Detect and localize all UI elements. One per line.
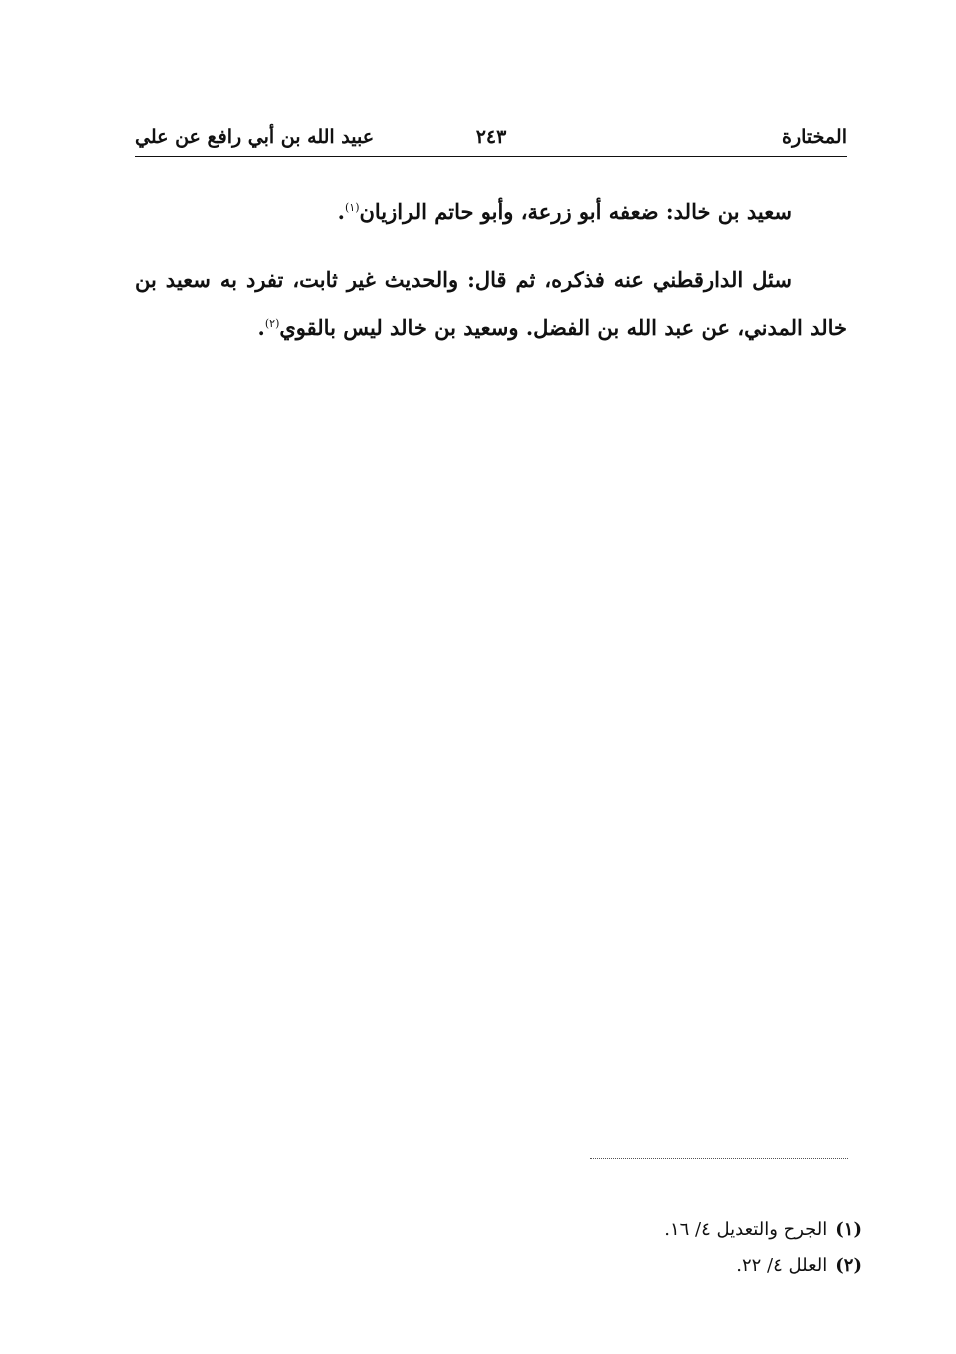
footnote-number: (٢) [835,1255,862,1276]
footnotes [500,1212,862,1284]
paragraph-end: . [257,315,265,340]
footnote-text: العلل ٤/ ٢٢. [736,1255,828,1276]
header-rule [135,156,847,157]
paragraph-text: سعيد بن خالد: ضعفه أبو زرعة، وأبو حاتم الرازيان [359,199,792,224]
footnote [500,1212,862,1248]
main-text [135,188,847,352]
paragraph-end: . [337,199,345,224]
running-header [135,118,847,154]
page-number: ٢٤٣ [475,126,507,148]
header-chapter-title: عبيد الله بن أبي رافع عن علي [135,126,375,148]
paragraph-text: سئل الدارقطني عنه فذكره، ثم قال: والحديث غير ثابت، تفرد به سعيد بن خالد المدني، عن عبد الله بن الفضل. وسعيد بن خالد ليس بالقوي [135,267,847,340]
footnote-text: الجرح والتعديل ٤/ ١٦. [664,1219,828,1240]
footnote-number: (١) [835,1219,862,1240]
header-book-title: المختارة [782,126,847,148]
footnote-marker: (١) [344,201,360,214]
footnote-separator [590,1158,848,1159]
footnote [500,1248,862,1284]
paragraph [135,188,847,236]
paragraph [135,256,847,352]
footnote-marker: (٢) [264,317,280,330]
